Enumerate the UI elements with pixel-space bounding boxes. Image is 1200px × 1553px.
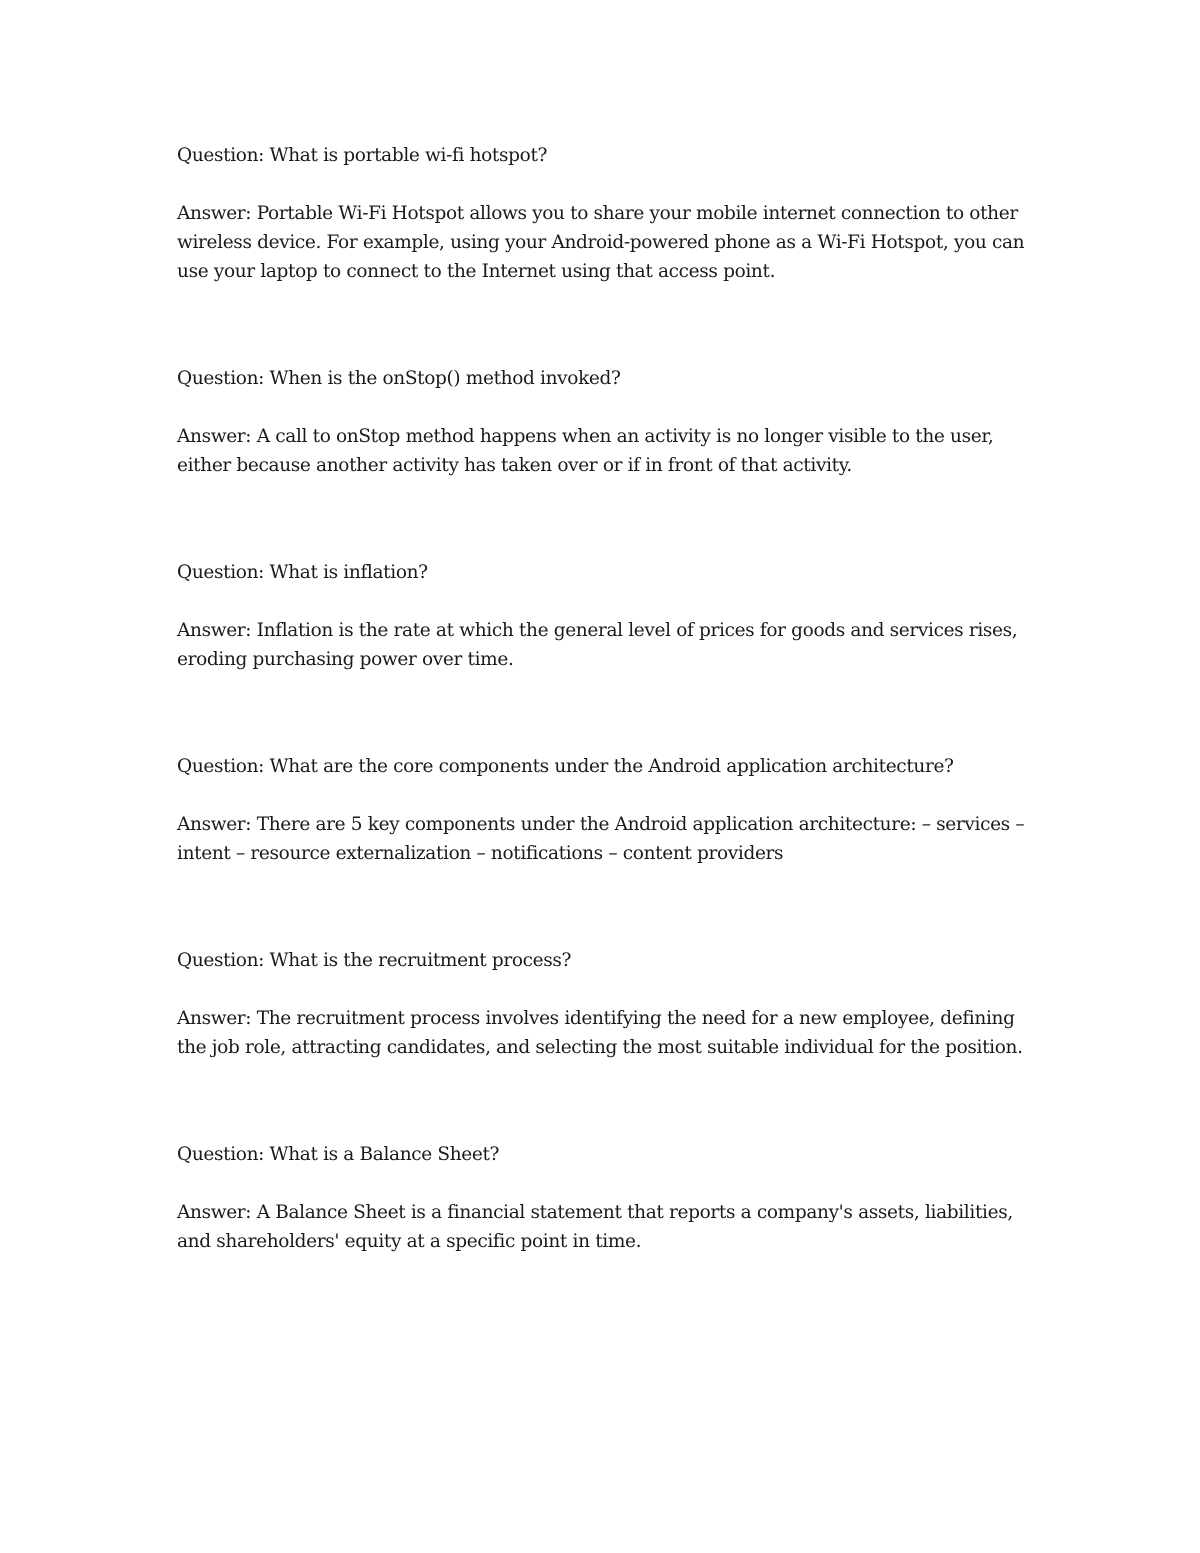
qa-item	[177, 1140, 1037, 1256]
qa-item	[177, 558, 1037, 674]
question-text: Question: When is the onStop() method invoked?	[177, 368, 621, 389]
qa-item	[177, 364, 1037, 480]
answer-text: Answer: A Balance Sheet is a financial statement that reports a company's assets, liabilities, and shareholders' equity at a specific point in time.	[177, 1202, 1013, 1252]
answer-text: Answer: The recruitment process involves identifying the need for a new employee, defining the job role, attracting candidates, and selecting the most suitable individual for the position.	[177, 1008, 1023, 1058]
qa-item	[177, 946, 1037, 1062]
question-text: Question: What is a Balance Sheet?	[177, 1144, 500, 1165]
qa-item	[177, 752, 1037, 868]
question-text: Question: What is the recruitment process?	[177, 950, 572, 971]
question-text: Question: What is portable wi-fi hotspot?	[177, 145, 548, 166]
answer-text: Answer: A call to onStop method happens when an activity is no longer visible to the user, either because another activity has taken over or if in front of that activity.	[177, 426, 994, 476]
question-text: Question: What is inflation?	[177, 562, 428, 583]
qa-list	[177, 141, 1037, 1256]
question-text: Question: What are the core components under the Android application architecture?	[177, 756, 954, 777]
answer-text: Answer: Inflation is the rate at which the general level of prices for goods and services rises, eroding purchasing power over time.	[177, 620, 1018, 670]
answer-text: Answer: There are 5 key components under the Android application architecture: – services – intent – resource externalization – notifications – content providers	[177, 814, 1025, 864]
qa-item	[177, 141, 1037, 286]
answer-text: Answer: Portable Wi-Fi Hotspot allows you to share your mobile internet connection to other wireless device. For example, using your Android-powered phone as a Wi-Fi Hotspot, you can use your laptop to connect to the Internet using that access point.	[177, 203, 1025, 282]
